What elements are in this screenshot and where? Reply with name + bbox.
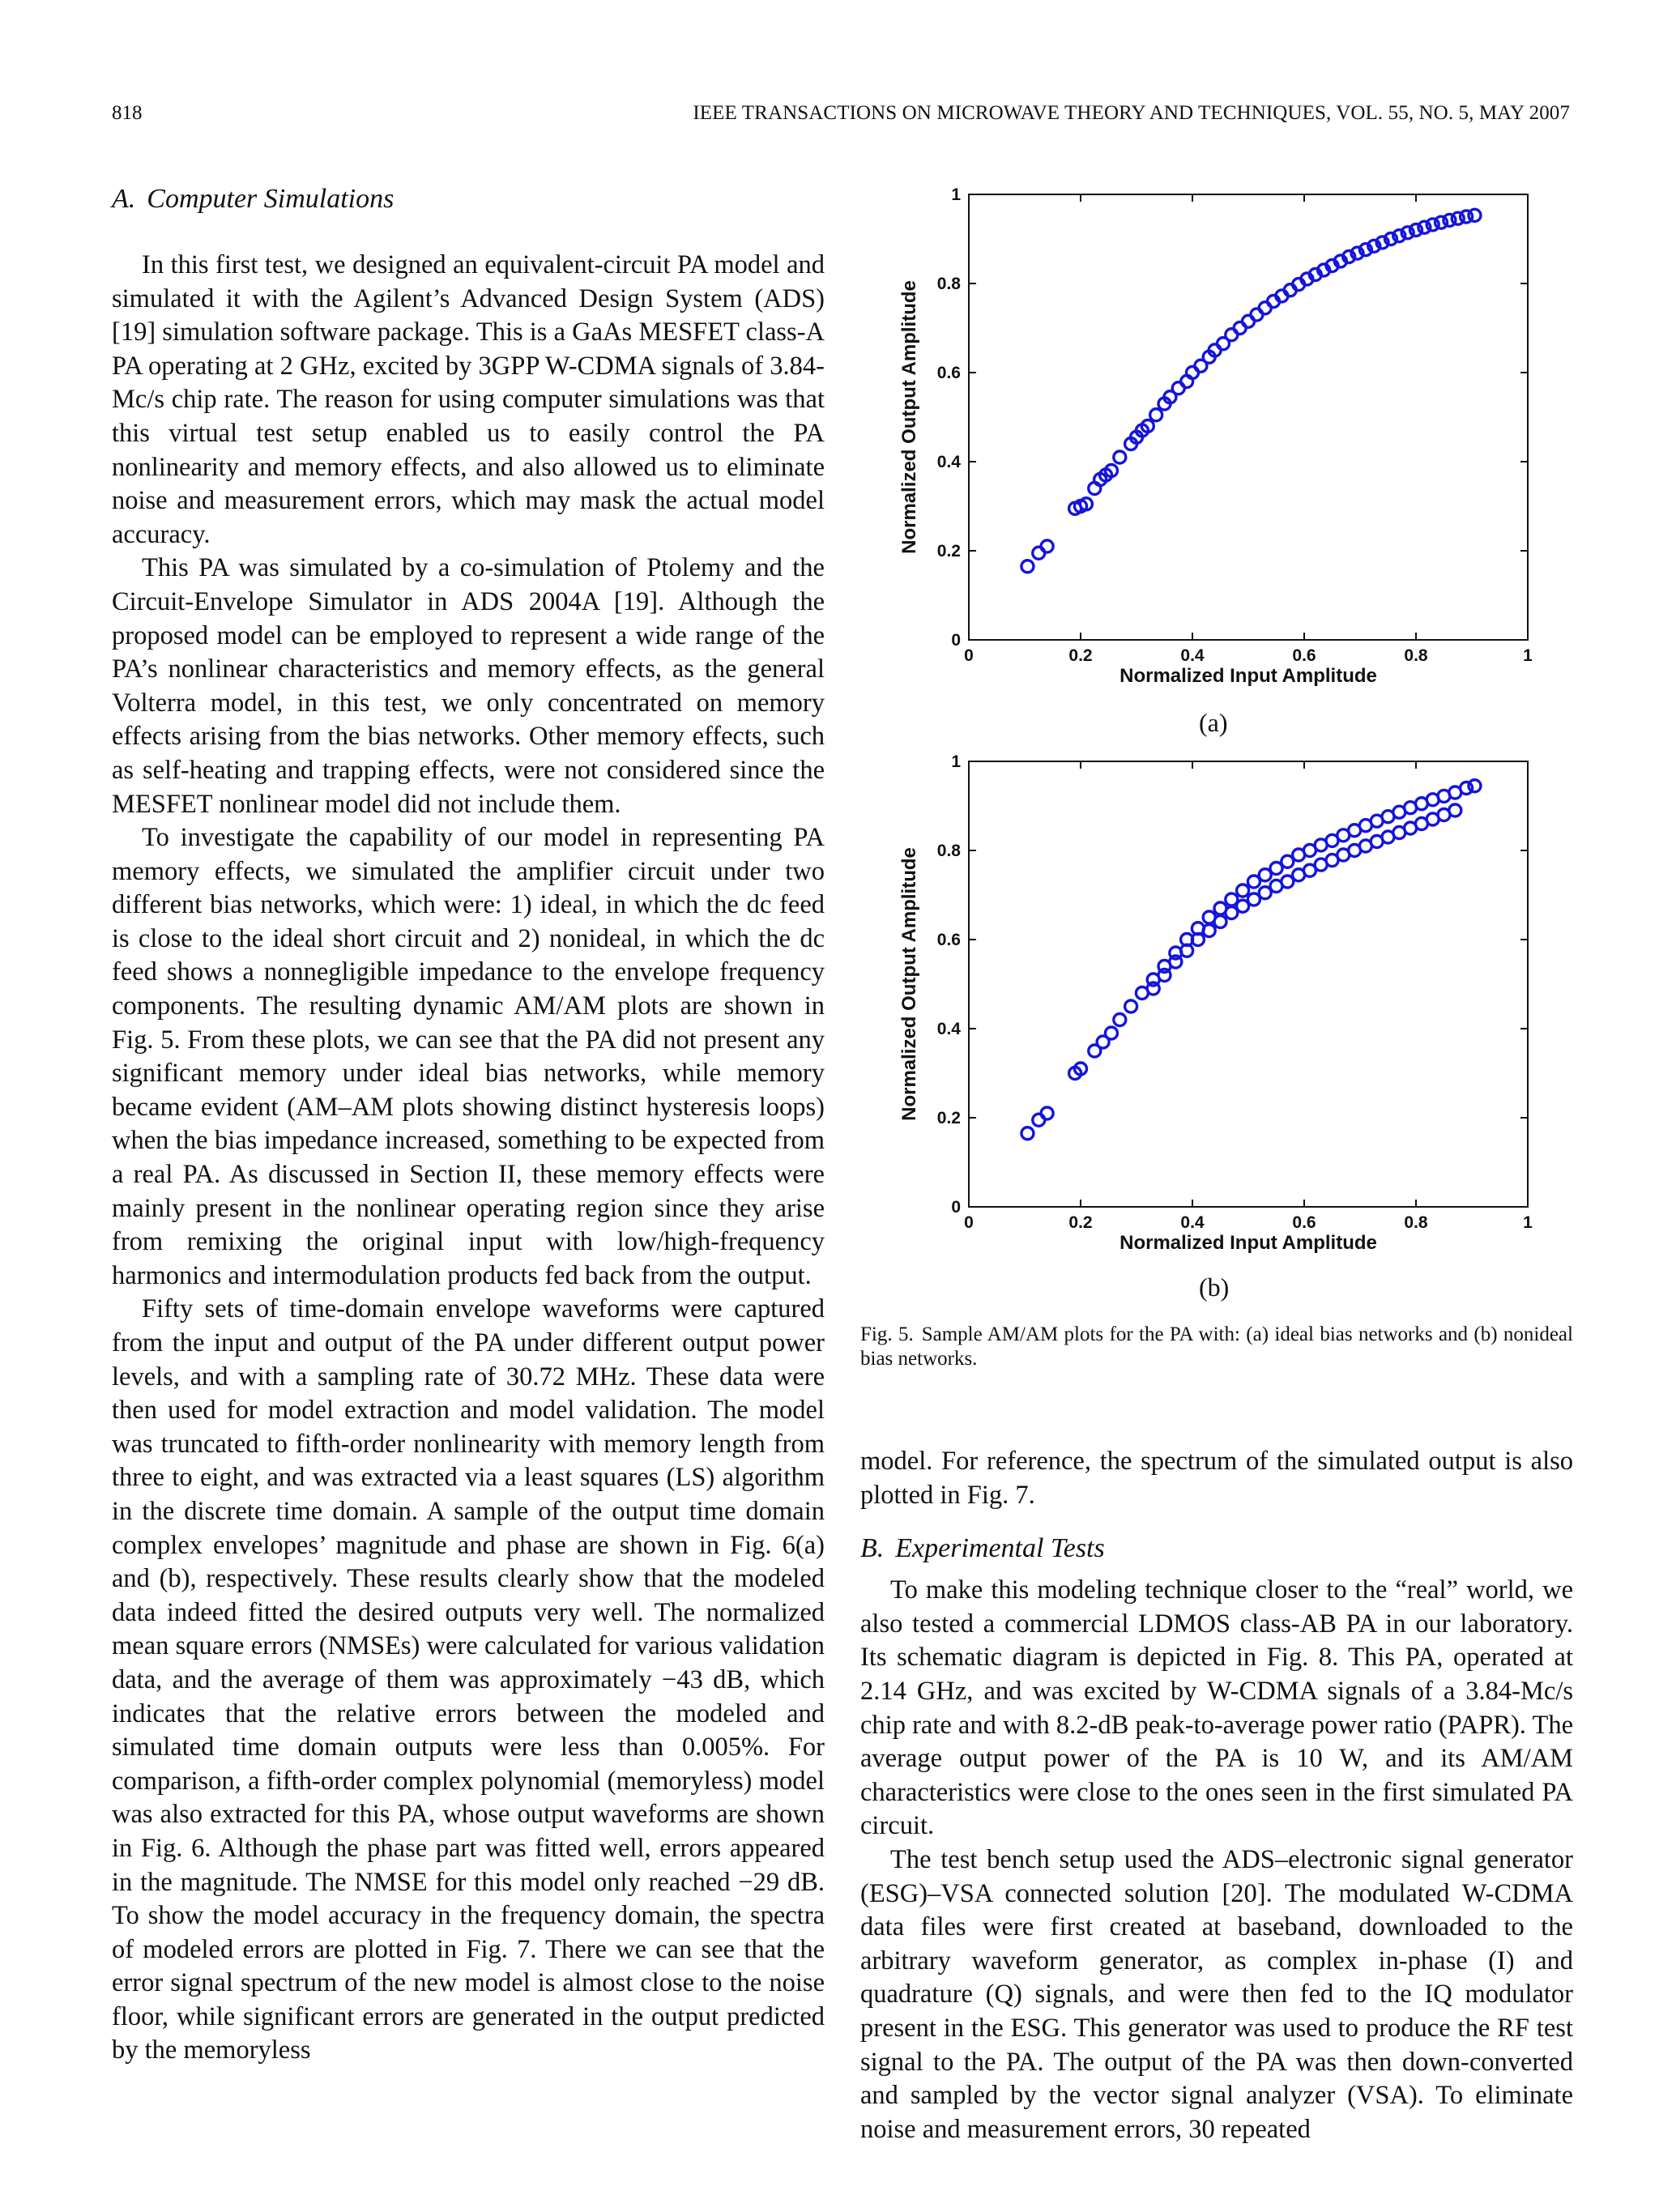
data-point: [1469, 209, 1481, 221]
am-am-plot-b: [860, 748, 1573, 1275]
data-point: [1435, 216, 1448, 228]
x-tick-label: 0.4: [1180, 1213, 1205, 1232]
data-point: [1041, 540, 1053, 552]
y-tick-label: 0: [951, 631, 961, 650]
data-point: [1469, 780, 1481, 792]
x-tick-label: 0: [964, 646, 974, 665]
data-point: [1147, 982, 1159, 995]
data-point: [1170, 956, 1182, 968]
figure-5-caption: [860, 1323, 1573, 1371]
paragraph-a2: This PA was simulated by a co-simulation of Ptolemy and the Circuit-Envelope Simulator in ADS 2004A [19]. Although the proposed model can be employed to represent a wide range of the PA’s nonlinear characteristics and memory effects, as the general Volterra model, in this test, we only concentrated on memory effects arising from the bias networks. Other memory effects, such as self-heating and trapping effects, were not considered since the MESFET nonlinear model did not include them.: [112, 553, 825, 819]
am-am-plot-a: [860, 181, 1573, 708]
figure-5-caption-label: Fig. 5.: [860, 1323, 914, 1345]
x-axis-label: Normalized Input Amplitude: [1120, 1232, 1377, 1254]
plot-frame: [969, 194, 1528, 640]
data-point: [1114, 1014, 1126, 1026]
paragraph-a1: In this first test, we designed an equivalent-circuit PA model and simulated it with the Agilent’s Advanced Design System (ADS) [19] simulation software package. This is a GaAs MESFET class-A PA operating at 2 GHz, excited by 3GPP W-CDMA signals of 3.84-Mc/s chip rate. The reason for using computer simulations was that this virtual test setup enabled us to easily control the PA nonlinearity and memory effects, and also allowed us to eliminate noise and measurement errors, which may mask the actual model accuracy.: [112, 250, 825, 549]
x-tick-label: 0.6: [1292, 1213, 1316, 1232]
paragraph-a3: To investigate the capability of our model in representing PA memory effects, we simulated the amplifier circuit under two different bias networks, which were: 1) ideal, in which the dc feed is close to the ideal short circuit and 2) nonideal, in which the dc feed shows a nonnegligible impedance to the envelope frequency components. The resulting dynamic AM/AM plots are shown in Fig. 5. From these plots, we can see that the PA did not present any significant memory under ideal bias networks, while memory became evident (AM–AM plots showing distinct hysteresis loops) when the bias impedance increased, something to be expected from a real PA. As discussed in Section II, these memory effects were mainly present in the nonlinear operating region since they arise from remixing the original input with low/high-frequency harmonics and intermodulation products fed back from the output.: [112, 823, 825, 1290]
paragraph-b2: The test bench setup used the ADS–electronic signal generator (ESG)–VSA connected solution [20]. The modulated W-CDMA data files were first created at baseband, downloaded to the arbitrary waveform generator, as complex in-phase (I) and quadrature (Q) signals, and were then fed to the IQ modulator present in the ESG. This generator was used to produce the RF test signal to the PA. The output of the PA was then down-converted and sampled by the vector signal analyzer (VSA). To eliminate noise and measurement errors, 30 repeated: [860, 1844, 1573, 2144]
page-number: 818: [112, 102, 143, 124]
data-point: [1449, 804, 1461, 816]
x-axis-label: Normalized Input Amplitude: [1120, 665, 1377, 687]
data-series-1: [1147, 804, 1461, 995]
y-tick-label: 0.8: [936, 275, 961, 293]
data-point: [1150, 409, 1162, 421]
section-a-title: Computer Simulations: [147, 184, 394, 214]
data-point: [1158, 970, 1171, 982]
right-column: [860, 1445, 1573, 2146]
y-tick-label: 0.6: [936, 364, 961, 382]
x-tick-label: 1: [1523, 1213, 1533, 1232]
x-tick-label: 0.2: [1068, 1213, 1093, 1232]
data-point: [1021, 1127, 1034, 1140]
x-tick-label: 0.8: [1404, 646, 1428, 665]
subcaption-a: (a): [1199, 708, 1228, 737]
section-b-heading: [860, 1532, 1573, 1566]
data-point: [1214, 916, 1226, 928]
data-point: [1237, 884, 1249, 897]
running-head: IEEE TRANSACTIONS ON MICROWAVE THEORY AND TECHNIQUES, VOL. 55, NO. 5, MAY 2007: [693, 102, 1570, 124]
data-point: [1021, 560, 1034, 573]
y-tick-label: 0.4: [936, 453, 961, 471]
section-a-heading: [112, 182, 825, 216]
y-tick-label: 0.2: [936, 1109, 961, 1127]
section-b-title: Experimental Tests: [895, 1533, 1105, 1564]
y-tick-label: 0: [951, 1198, 961, 1217]
y-tick-label: 0.8: [936, 842, 961, 860]
y-axis-label: Normalized Output Amplitude: [898, 280, 920, 554]
y-tick-label: 0.2: [936, 542, 961, 560]
data-point: [1125, 1000, 1137, 1012]
figure-5: [860, 181, 1573, 1302]
plot-frame: [969, 761, 1528, 1207]
data-series-0: [1021, 209, 1481, 572]
section-b-number: B.: [860, 1533, 885, 1564]
paragraph-continuation: model. For reference, the spectrum of the simulated output is also plotted in Fig. 7.: [860, 1447, 1573, 1510]
paragraph-b1: To make this modeling technique closer to the “real” world, we also tested a commercial LDMOS class-AB PA in our laboratory. Its schematic diagram is depicted in Fig. 8. This PA, operated at 2.14 GHz, and was excited by W-CDMA signals of a 3.84-Mc/s chip rate and with 8.2-dB peak-to-average power ratio (PAPR). The average output power of the PA is 10 W, and its AM/AM characteristics were close to the ones seen in the first simulated PA circuit.: [860, 1575, 1573, 1841]
x-tick-label: 1: [1523, 646, 1533, 665]
y-tick-label: 0.4: [936, 1020, 961, 1038]
section-a-number: A.: [112, 184, 136, 214]
figure-5-caption-text: Sample AM/AM plots for the PA with: (a) ideal bias networks and (b) nonideal bias networks.: [860, 1323, 1573, 1370]
y-tick-label: 0.6: [936, 931, 961, 949]
data-point: [1041, 1107, 1053, 1119]
y-tick-label: 1: [951, 752, 961, 771]
data-point: [1461, 782, 1473, 795]
paragraph-a4: Fifty sets of time-domain envelope waveforms were captured from the input and output of the PA under different output power levels, and with a sampling rate of 30.72 MHz. These data were then used for model extraction and model validation. The model was truncated to fifth-order nonlinearity with memory length from three to eight, and was extracted via a least squares (LS) algorithm in the discrete time domain. A sample of the output time domain complex envelopes’ magnitude and phase are shown in Fig. 6(a) and (b), respectively. These results clearly show that the modeled data indeed fitted the desired outputs very well. The normalized mean square errors (NMSEs) were calculated for various validation data, and the average of them was approximately −43 dB, which indicates that the relative errors between the modeled and simulated time domain outputs were less than 0.005%. For comparison, a fifth-order complex polynomial (memoryless) model was also extracted for this PA, whose output waveforms are shown in Fig. 6. Although the phase part was fitted well, errors appeared in the magnitude. The NMSE for this model only reached −29 dB. To show the model accuracy in the frequency domain, the spectra of modeled errors are plotted in Fig. 7. There we can see that the error signal spectrum of the new model is almost close to the noise floor, while significant errors are generated in the output predicted by the memoryless: [112, 1294, 825, 2065]
x-tick-label: 0.2: [1068, 646, 1093, 665]
x-tick-label: 0.8: [1404, 1213, 1428, 1232]
x-tick-label: 0.4: [1180, 646, 1205, 665]
x-tick-label: 0: [964, 1213, 974, 1232]
y-tick-label: 1: [951, 185, 961, 204]
left-column: [112, 182, 825, 2068]
subcaption-b: (b): [1199, 1272, 1230, 1302]
data-point: [1114, 451, 1126, 463]
x-tick-label: 0.6: [1292, 646, 1316, 665]
data-point: [1105, 1027, 1117, 1039]
y-axis-label: Normalized Output Amplitude: [898, 847, 920, 1121]
